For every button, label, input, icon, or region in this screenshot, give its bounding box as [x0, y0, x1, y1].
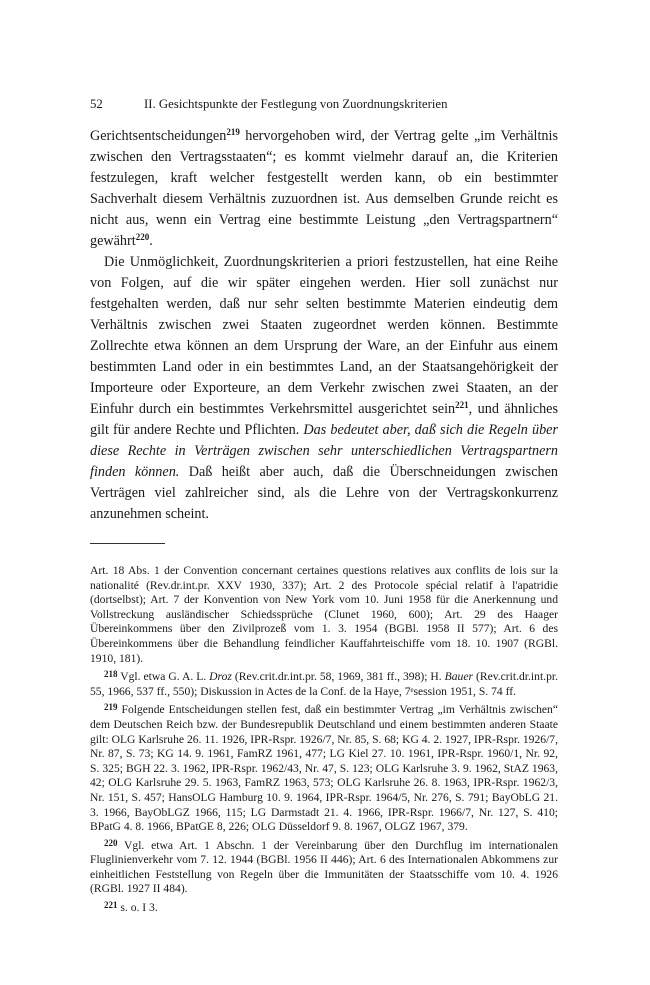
- paragraph-2: [90, 252, 558, 525]
- footnote-number: 219: [104, 702, 118, 713]
- text-span: hervorgehoben wird, der Vertrag gelte „im Verhältnis zwischen den Vertragsstaaten“; es kommt vielmehr darauf an, die Kriterien festzulegen, kraft welcher festgestellt werden kann, ob ein bestimmter Sachverhalt diesem Verhältnis zuzuordnen ist. Aus demselben Grunde reicht es nicht aus, wenn ein Vertrag eine bestimmte Leistung „den Vertragspartnern“ gewährt: [90, 128, 558, 249]
- footnote-number: 221: [104, 900, 118, 911]
- author-name: Bauer: [444, 670, 474, 684]
- text-span: Vgl. etwa Art. 1 Abschn. 1 der Vereinbarung über den Durchflug im internationalen Fluglinienverkehr vom 7. 12. 1944 (BGBl. 1956 II 446); Art. 6 des Internationalen Abkommens zur einheitlichen Feststellung von Regeln über die Immunitäten der Staatsschiffe vom 10. 4. 1926 (RGBl. 1927 II 484).: [90, 838, 558, 896]
- emphasized-sentence: Das bedeutet aber, daß sich die Regeln über diese Rechte in Verträgen zwischen sehr unterschiedlichen Vertragspartnern finden können.: [90, 422, 558, 480]
- paragraph-1: [90, 126, 558, 252]
- footnote-ref-221: 221: [455, 400, 469, 410]
- text-span: s. o. I 3.: [117, 901, 158, 915]
- text-span: Vgl. etwa G. A. L.: [117, 670, 210, 684]
- page-number: 52: [90, 97, 103, 111]
- footnote-ref-220: 220: [135, 232, 150, 242]
- footnote-221: [90, 901, 558, 916]
- footnote-218: [90, 670, 558, 699]
- text-span: .: [149, 233, 153, 249]
- footnote-219: [90, 703, 558, 834]
- footnotes: [90, 564, 558, 916]
- footnote-continued: Art. 18 Abs. 1 der Convention concernant certaines questions relatives aux conflits de lois sur la nationalité (Rev.dr.int.pr. XXV 1930, 337); Art. 2 des Protocole spécial relatif à l'apatridie (dortselbst); Art. 7 der Konvention von New York vom 10. Juni 1958 für die Anerkennung und Vollstreckung ausländischer Schiedssprüche (Clunet 1960, 600); Art. 29 des Haager Übereinkommens über den Zivilprozeß vom 1. 3. 1954 (BGBl. 1958 II 577); Art. 6 des Übereinkommens über die Behandlung feindlicher Kauffahrteischiffe vom 18. 10. 1907 (RGBl. 1910, 181).: [90, 564, 558, 665]
- running-title: II. Gesichtspunkte der Festlegung von Zuordnungskriterien: [144, 97, 448, 111]
- text-span: (Rev.crit.dr.int.pr. 58, 1969, 381 ff., 398); H.: [231, 670, 445, 684]
- text-span: Daß heißt aber auch, daß die Überschneidungen zwischen Verträgen viel zahlreicher sind, als die Lehre von der Vertragskonkurrenz anzunehmen scheint.: [90, 464, 558, 522]
- footnote-number: 218: [104, 669, 118, 680]
- text-span: (Rev.crit.dr.int.pr. 55, 1966, 537 ff., 550); Diskussion in Actes de la Conf. de la Haye, 7ᵉsession 1951, S. 74 ff.: [90, 670, 558, 698]
- author-name: Droz: [209, 670, 232, 684]
- text-span: , und ähnliches gilt für andere Rechte und Pflichten.: [90, 401, 559, 438]
- footnote-number: 220: [104, 837, 118, 848]
- footnote-ref-219: 219: [226, 127, 240, 137]
- text-span: Gerichtsentscheidungen: [90, 128, 227, 144]
- footnote-220: [90, 839, 558, 897]
- main-text: [90, 126, 558, 525]
- footnote-separator: [90, 543, 165, 544]
- book-page: [90, 96, 558, 920]
- text-span: Folgende Entscheidungen stellen fest, daß ein bestimmter Vertrag „im Verhältnis zwischen“ dem Deutschen Reich bzw. der Bundesrepublik Deutschland und einem bestimmten anderen Staate gilt: OLG Karlsruhe 26. 11. 1926, IPR-Rspr. 1926/7, Nr. 85, S. 68; KG 4. 2. 1927, IPR-Rspr. 1926/7, Nr. 87, S. 73; KG 14. 9. 1961, FamRZ 1961, 477; LG Kiel 27. 10. 1961, IPR-Rspr. 1960/1, Nr. 92, S. 325; BGH 22. 3. 1962, IPR-Rspr. 1962/43, Nr. 47, S. 123; OLG Karlsruhe 3. 9. 1962, StAZ 1963, 42; OLG Karlsruhe 29. 5. 1963, FamRZ 1963, 573; OLG Karlsruhe 26. 8. 1963, IPR-Rspr. 1962/3, Nr. 151, S. 457; HansOLG Hamburg 10. 9. 1964, IPR-Rspr. 1964/5, Nr. 276, S. 791; BayObLG 21. 3. 1966, BayObLGZ 1966, 115; LG Darmstadt 21. 4. 1966, IPR-Rspr. 1966/7, Nr. 127, S. 410; BPatG 4. 8. 1966, BPatGE 8, 226; OLG Düsseldorf 9. 8. 1967, OLGZ 1967, 379.: [90, 703, 558, 834]
- text-span: Die Unmöglichkeit, Zuordnungskriterien a priori festzustellen, hat eine Reihe von Folgen, auf die wir später eingehen werden. Hier soll zunächst nur festgehalten werden, daß nur sehr selten bestimmte Materien eindeutig dem Verhältnis zwischen zwei Staaten zugeordnet werden können. Bestimmte Zollrechte etwa können an dem Ursprung der Ware, an der Einfuhr aus einem bestimmten Land oder in ein bestimmtes Land, an der Staatsangehörigkeit der Importeure oder Exporteure, an dem Verkehr zwischen zwei Staaten, an der Einfuhr durch ein bestimmtes Verkehrsmittel ausgerichtet sein: [90, 254, 558, 417]
- running-header: [90, 96, 558, 112]
